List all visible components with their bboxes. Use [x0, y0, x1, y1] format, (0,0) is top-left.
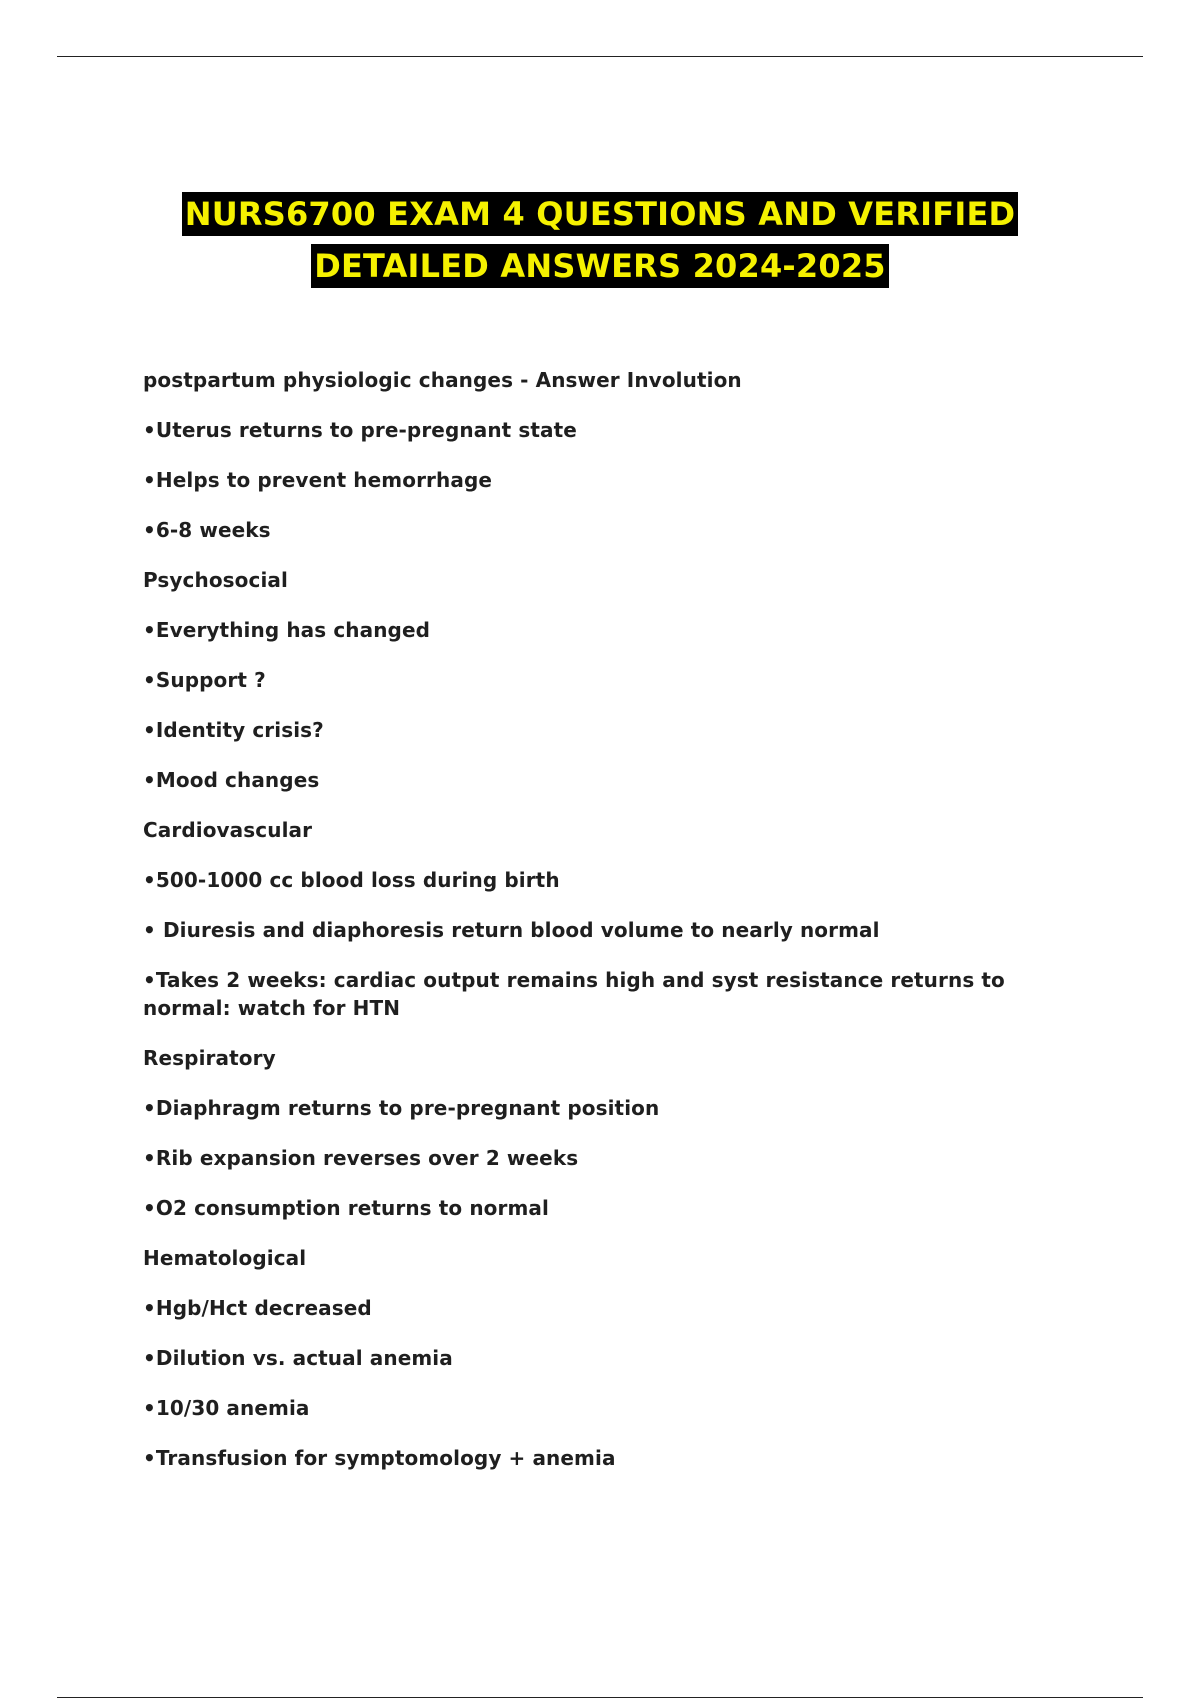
- body-line: •6-8 weeks: [143, 518, 271, 542]
- body-line: • Diuresis and diaphoresis return blood volume to nearly normal: [143, 918, 880, 942]
- body-line: •Mood changes: [143, 768, 320, 792]
- body-line: •Hgb/Hct decreased: [143, 1296, 372, 1320]
- body-line: postpartum physiologic changes - Answer Involution: [143, 368, 742, 392]
- body-line: •Identity crisis?: [143, 718, 324, 742]
- body-line: •Everything has changed: [143, 618, 431, 642]
- section-heading: Cardiovascular: [143, 818, 313, 842]
- body-line: •Diaphragm returns to pre-pregnant position: [143, 1096, 660, 1120]
- body-line: •Uterus returns to pre-pregnant state: [143, 418, 577, 442]
- bottom-rule: [57, 1697, 1143, 1698]
- document-title: [0, 192, 1200, 288]
- section-heading: Hematological: [143, 1246, 307, 1270]
- body-line: •500-1000 cc blood loss during birth: [143, 868, 560, 892]
- title-line-1: NURS6700 EXAM 4 QUESTIONS AND VERIFIED: [182, 192, 1019, 236]
- body-line: •O2 consumption returns to normal: [143, 1196, 549, 1220]
- body-line: •Takes 2 weeks: cardiac output remains high and syst resistance returns to normal: watch for HTN: [143, 968, 1005, 1020]
- body-line: •Transfusion for symptomology + anemia: [143, 1446, 616, 1470]
- body-line: •10/30 anemia: [143, 1396, 310, 1420]
- body-line: •Helps to prevent hemorrhage: [143, 468, 493, 492]
- title-line-2: DETAILED ANSWERS 2024-2025: [311, 244, 889, 288]
- body-line: •Dilution vs. actual anemia: [143, 1346, 453, 1370]
- top-rule: [57, 56, 1143, 57]
- body-line: •Support ?: [143, 668, 266, 692]
- document-body: [143, 366, 1063, 1494]
- section-heading: Psychosocial: [143, 568, 288, 592]
- section-heading: Respiratory: [143, 1046, 276, 1070]
- body-line: •Rib expansion reverses over 2 weeks: [143, 1146, 579, 1170]
